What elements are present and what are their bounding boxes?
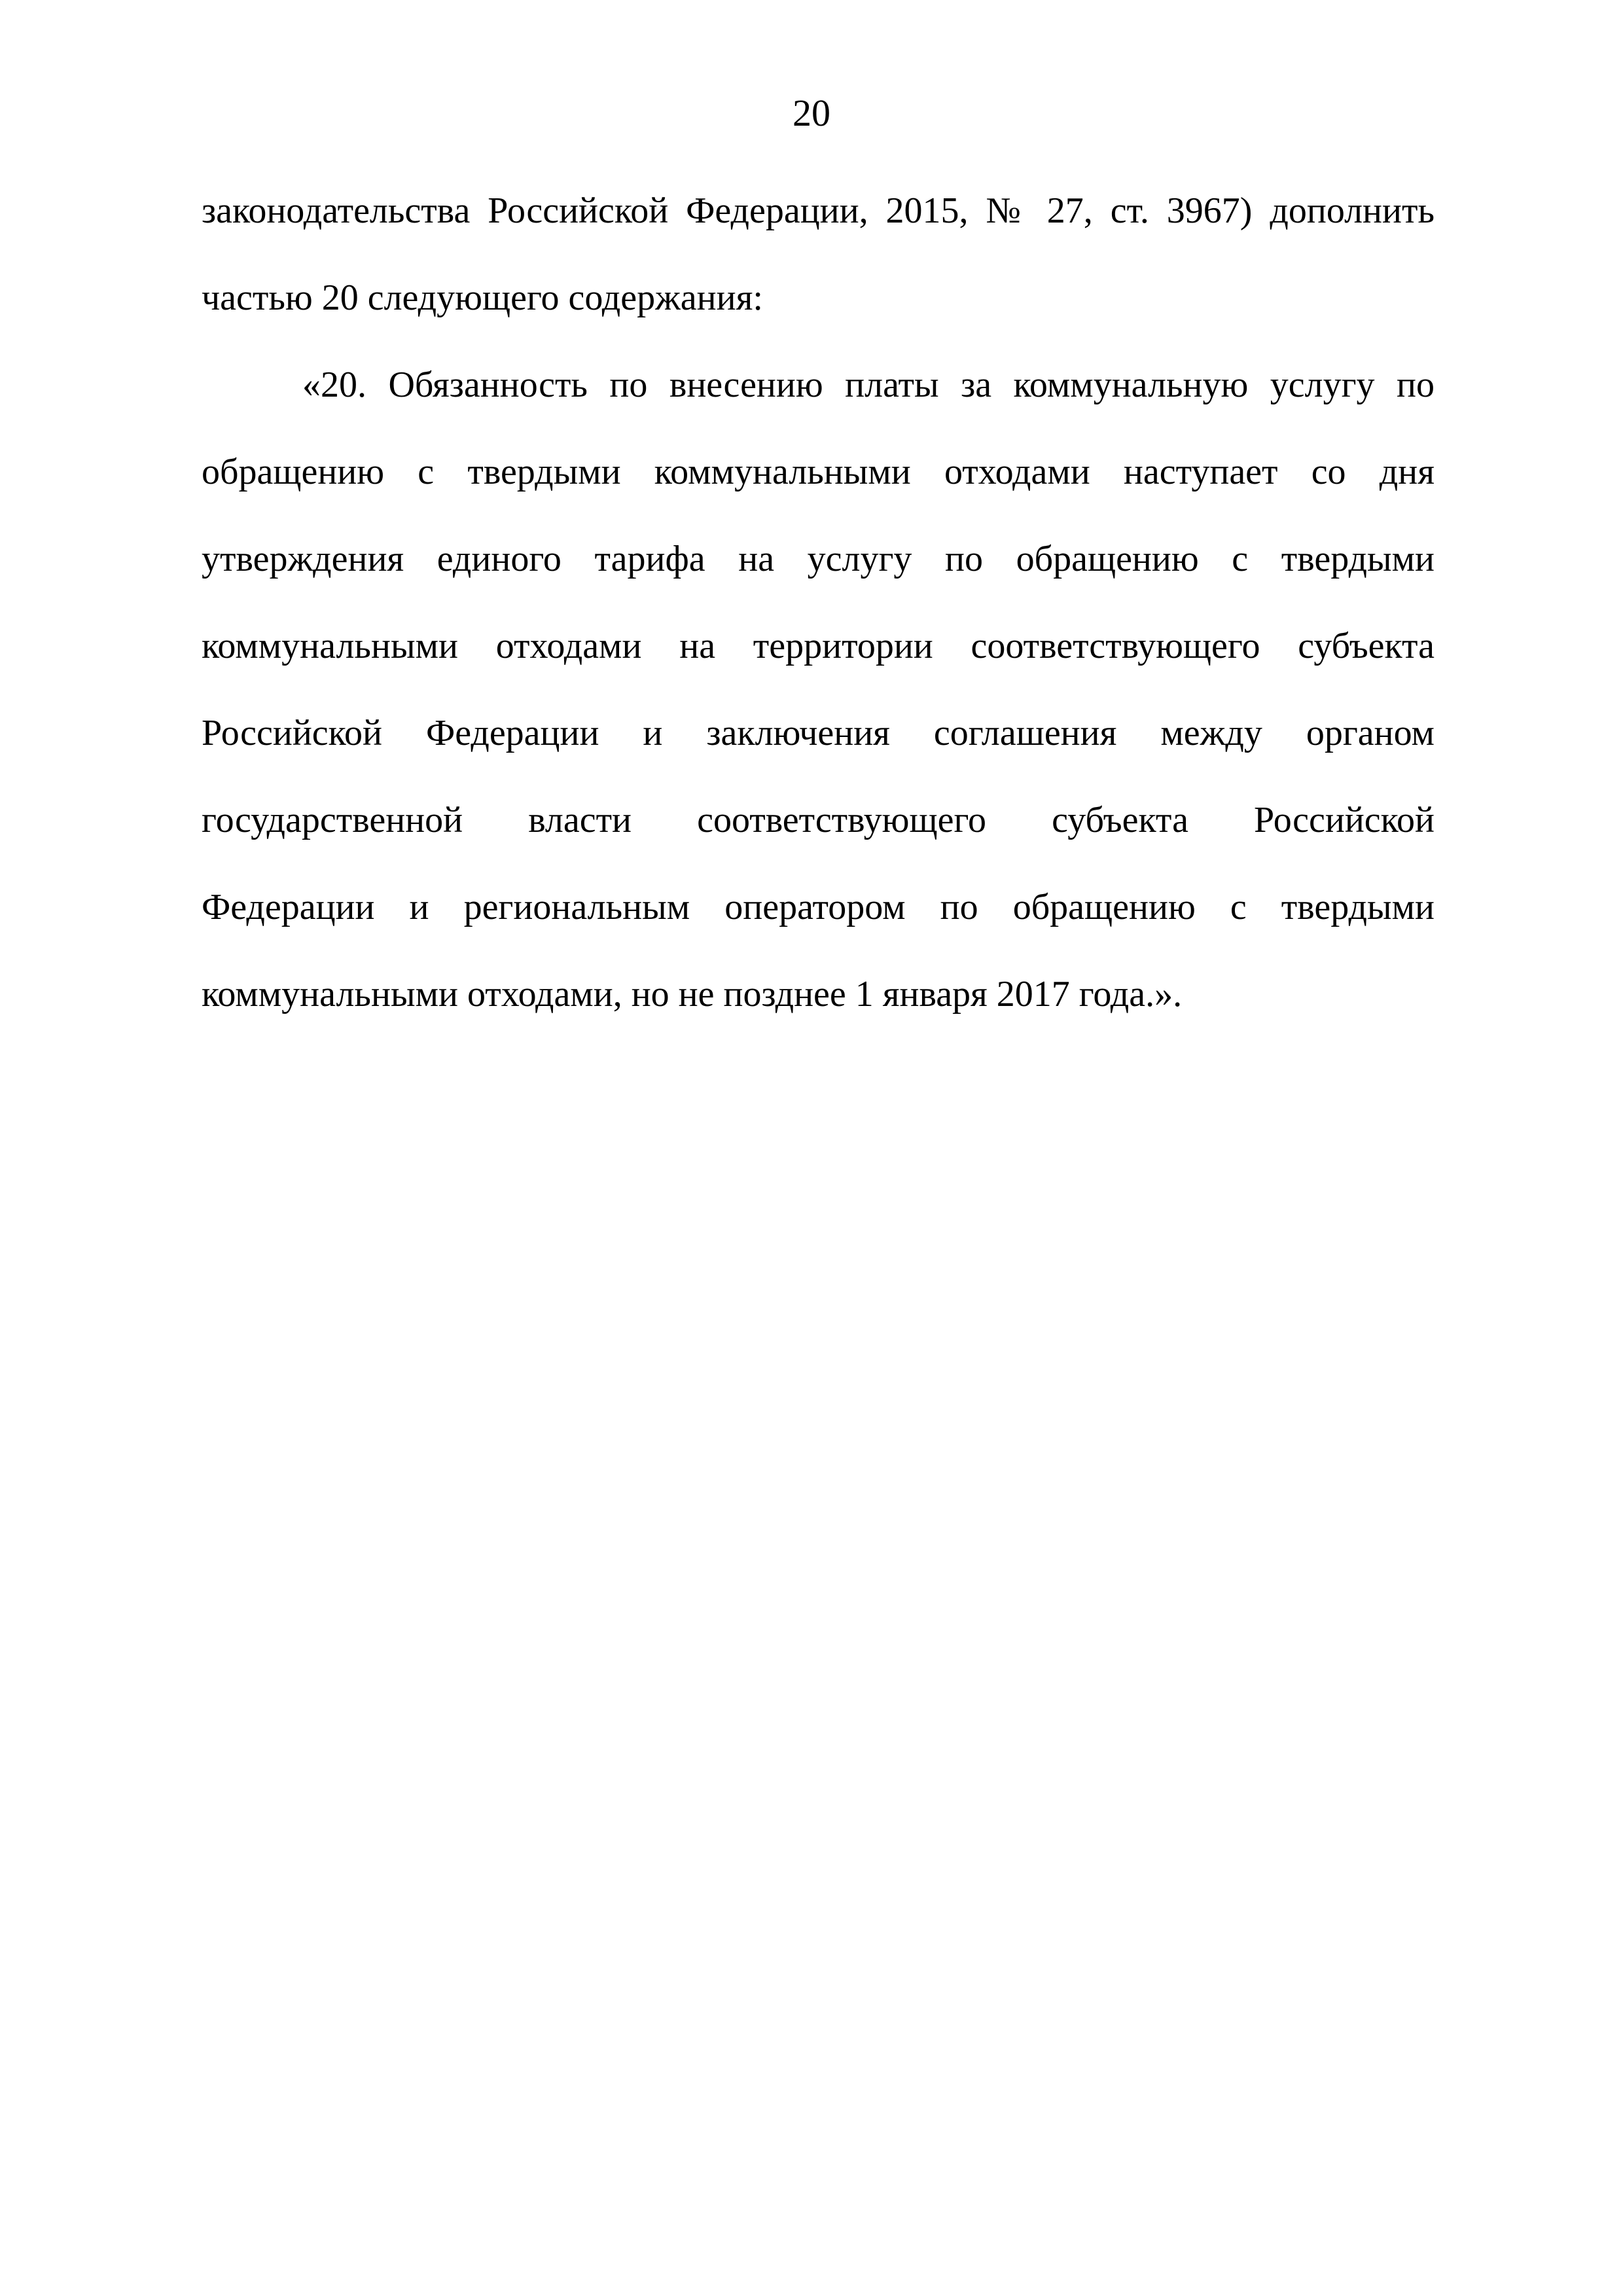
text-line-10: коммунальными отходами, но не позднее 1 января 2017 года.». xyxy=(202,974,1183,1014)
text-line-5: утверждения единого тарифа на услугу по обращению с твердыми xyxy=(202,539,1435,579)
text-line-1: законодательства Российской Федерации, 2015, № 27, ст. 3967) дополнить xyxy=(202,190,1435,231)
text-line-2: частью 20 следующего содержания: xyxy=(202,278,763,318)
text-line-4: обращению с твердыми коммунальными отходами наступает со дня xyxy=(202,452,1435,492)
paragraph-start-line: «20. Обязанность по внесению платы за коммунальную услугу по xyxy=(302,365,1435,405)
text-line-8: государственной власти соответствующего субъекта Российской xyxy=(202,800,1435,840)
text-line-7: Российской Федерации и заключения соглашения между органом xyxy=(202,713,1435,753)
text-line-6: коммунальными отходами на территории соответствующего субъекта xyxy=(202,626,1435,666)
text-line-9: Федерации и региональным оператором по обращению с твердыми xyxy=(202,887,1435,927)
page-number: 20 xyxy=(793,92,830,134)
